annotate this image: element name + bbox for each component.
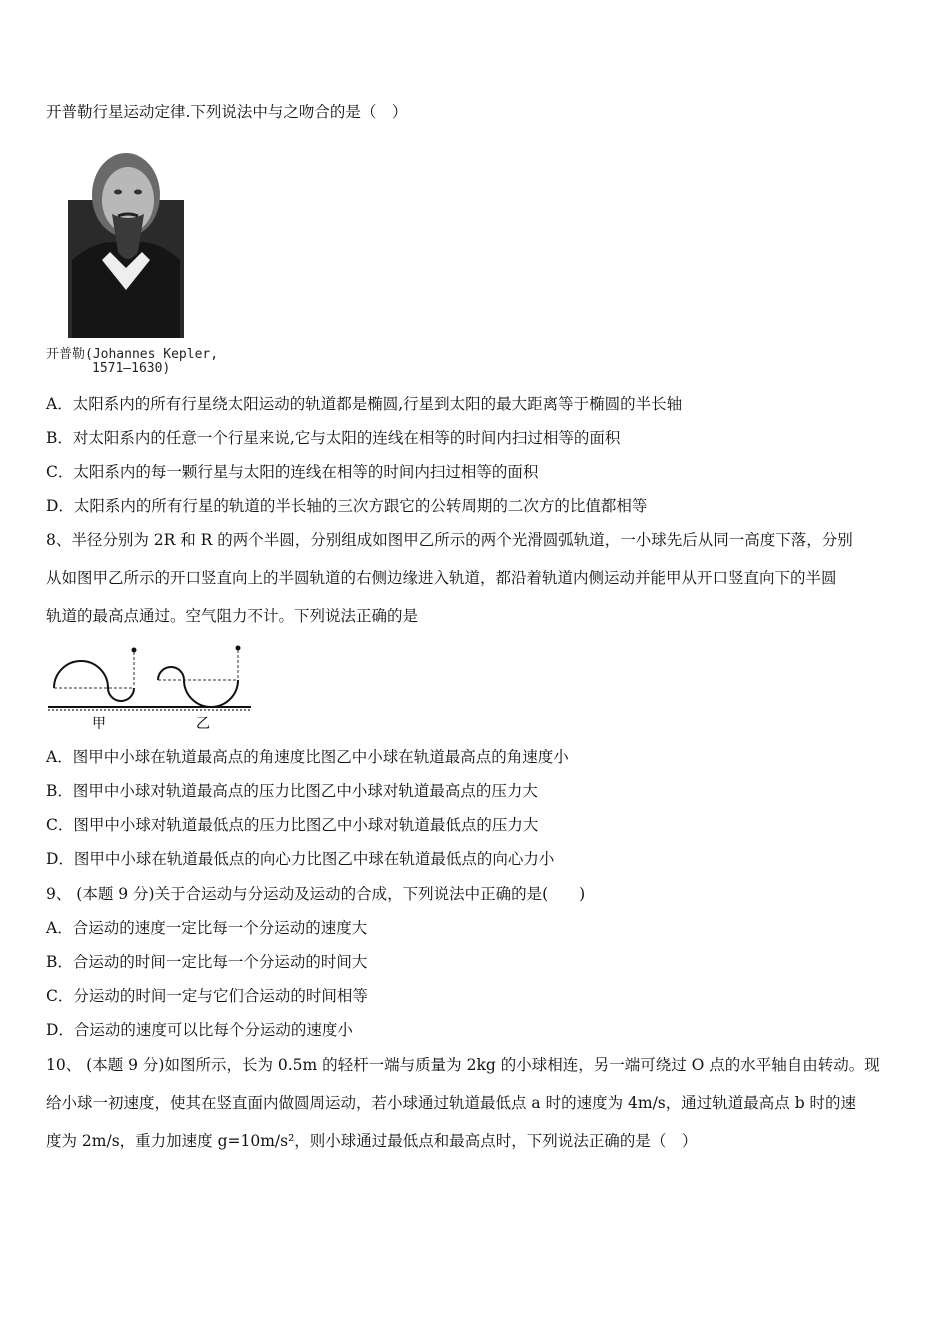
q10-stem-line-1: 10、 (本题 9 分)如图所示，长为 0.5m 的轻杆一端与质量为 2kg 的小球相连，另一端可绕过 O 点的水平轴自由转动。现 <box>46 1056 880 1074</box>
q8-track-figure <box>46 640 256 740</box>
q7-option-a: A．太阳系内的所有行星绕太阳运动的轨道都是椭圆,行星到太阳的最大距离等于椭圆的半长轴 <box>46 395 683 413</box>
q8-option-d: D．图甲中小球在轨道最低点的向心力比图乙中球在轨道最低点的向心力小 <box>46 850 555 868</box>
track-jia-lower-arc <box>108 688 134 701</box>
track-yi-lower-arc <box>184 680 238 707</box>
q8-option-b: B．图甲中小球对轨道最高点的压力比图乙中小球对轨道最高点的压力大 <box>46 782 538 800</box>
portrait-caption-2: 1571—1630) <box>92 361 171 376</box>
track-jia-upper-arc <box>54 661 108 688</box>
q9-option-a: A．合运动的速度一定比每一个分运动的速度大 <box>46 919 368 937</box>
q8-stem-line-1: 8、半径分别为 2R 和 R 的两个半圆，分别组成如图甲乙所示的两个光滑圆弧轨道，一小球先后从同一高度下落，分别 <box>46 531 853 549</box>
q10-stem-line-3: 度为 2m/s，重力加速度 g=10m/s²，则小球通过最低点和最高点时，下列说法正确的是（ ） <box>46 1132 698 1150</box>
ball-jia <box>132 648 137 653</box>
label-yi: 乙 <box>196 716 210 732</box>
track-yi-upper-arc <box>158 667 184 680</box>
question-intro: 开普勒行星运动定律.下列说法中与之吻合的是（ ） <box>46 103 408 121</box>
q8-option-a: A．图甲中小球在轨道最高点的角速度比图乙中小球在轨道最高点的角速度小 <box>46 748 569 766</box>
q7-option-b: B．对太阳系内的任意一个行星来说,它与太阳的连线在相等的时间内扫过相等的面积 <box>46 429 621 447</box>
portrait-caption-1: 开普勒(Johannes Kepler, <box>46 347 219 362</box>
portrait-eye-left <box>114 190 122 195</box>
ball-yi <box>236 646 241 651</box>
q9-option-d: D．合运动的速度可以比每个分运动的速度小 <box>46 1021 353 1039</box>
q8-stem-line-2: 从如图甲乙所示的开口竖直向上的半圆轨道的右侧边缘进入轨道，都沿着轨道内侧运动并能甲从开口竖直向下的半圆 <box>46 569 837 587</box>
q8-option-c: C．图甲中小球对轨道最低点的压力比图乙中小球对轨道最低点的压力大 <box>46 816 539 834</box>
q10-stem-line-2: 给小球一初速度，使其在竖直面内做圆周运动，若小球通过轨道最低点 a 时的速度为 4m/s，通过轨道最高点 b 时的速 <box>46 1094 857 1112</box>
q9-stem: 9、 (本题 9 分)关于合运动与分运动及运动的合成，下列说法中正确的是( ) <box>46 885 586 903</box>
label-jia: 甲 <box>92 716 106 732</box>
q7-option-c: C．太阳系内的每一颗行星与太阳的连线在相等的时间内扫过相等的面积 <box>46 463 539 481</box>
q9-option-b: B．合运动的时间一定比每一个分运动的时间大 <box>46 953 368 971</box>
kepler-portrait <box>62 140 190 338</box>
portrait-eye-right <box>134 190 142 195</box>
q8-stem-line-3: 轨道的最高点通过。空气阻力不计。下列说法正确的是 <box>46 607 419 625</box>
q9-option-c: C．分运动的时间一定与它们合运动的时间相等 <box>46 987 368 1005</box>
q7-option-d: D．太阳系内的所有行星的轨道的半长轴的三次方跟它的公转周期的二次方的比值都相等 <box>46 497 648 515</box>
